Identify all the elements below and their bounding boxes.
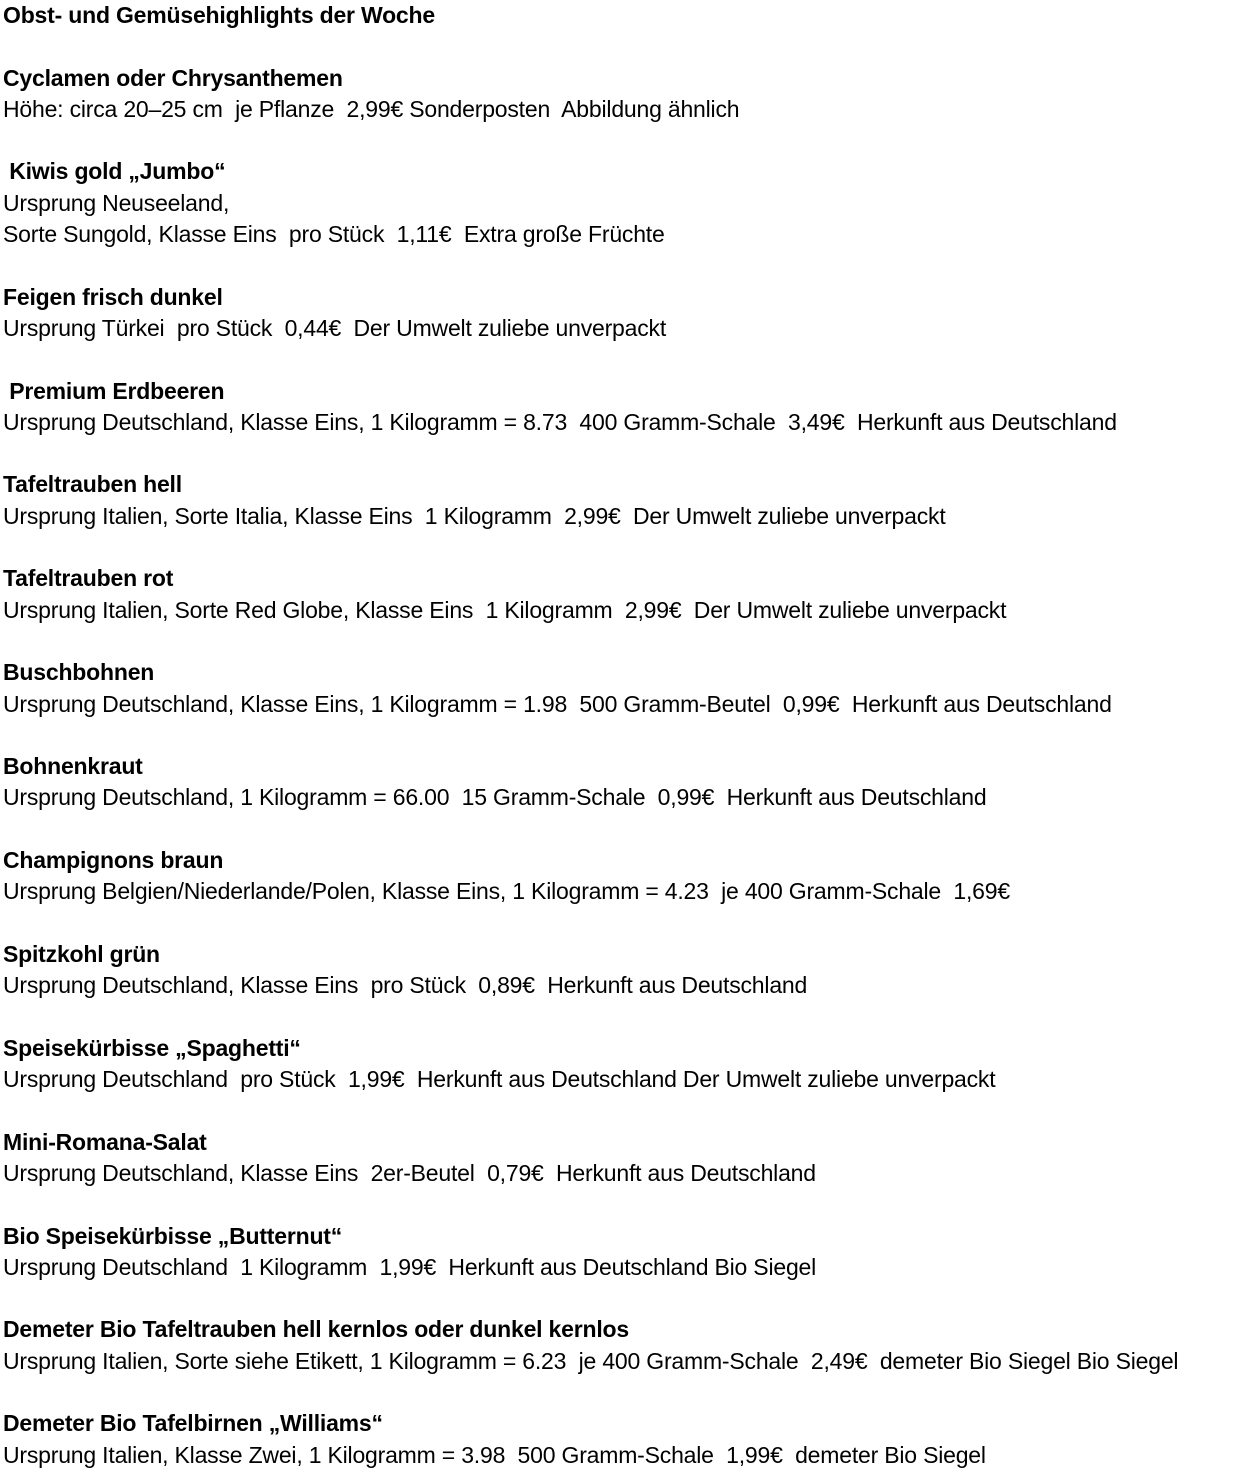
product-item (3, 1408, 1248, 1471)
spacer (3, 250, 1248, 281)
product-details: Sorte Sungold, Klasse Eins pro Stück 1,11€ Extra große Früchte (3, 221, 665, 248)
product-item (3, 657, 1248, 751)
spacer (3, 344, 1248, 375)
product-title: Spitzkohl grün (3, 940, 160, 967)
product-item (3, 156, 1248, 281)
product-title: Champignons braun (3, 847, 224, 874)
product-details: Ursprung Italien, Sorte Red Globe, Klasse Eins 1 Kilogramm 2,99€ Der Umwelt zuliebe unverpackt (3, 596, 1007, 623)
spacer (3, 1095, 1248, 1126)
product-item (3, 1127, 1248, 1221)
product-item (3, 751, 1248, 845)
spacer (3, 720, 1248, 751)
spacer (3, 532, 1248, 563)
product-item (3, 563, 1248, 657)
product-details: Ursprung Italien, Klasse Zwei, 1 Kilogramm = 3.98 500 Gramm-Schale 1,99€ demeter Bio Siegel (3, 1441, 986, 1468)
product-item (3, 939, 1248, 1033)
spacer (3, 1189, 1248, 1220)
product-title: Buschbohnen (3, 659, 155, 686)
spacer (3, 1377, 1248, 1408)
product-item (3, 469, 1248, 563)
product-details: Ursprung Deutschland, Klasse Eins pro Stück 0,89€ Herkunft aus Deutschland (3, 972, 808, 999)
product-details: Ursprung Belgien/Niederlande/Polen, Klasse Eins, 1 Kilogramm = 4.23 je 400 Gramm-Schale 1,69€ (3, 878, 1010, 905)
spacer (3, 626, 1248, 657)
product-title: Tafeltrauben rot (3, 565, 174, 592)
spacer (3, 125, 1248, 156)
product-title: Demeter Bio Tafelbirnen „Williams“ (3, 1410, 383, 1437)
product-title: Feigen frisch dunkel (3, 283, 223, 310)
product-title: Mini-Romana-Salat (3, 1128, 207, 1155)
product-details: Ursprung Türkei pro Stück 0,44€ Der Umwelt zuliebe unverpackt (3, 314, 667, 341)
spacer (3, 31, 1248, 62)
spacer (3, 438, 1248, 469)
spacer (3, 908, 1248, 939)
product-title: Demeter Bio Tafeltrauben hell kernlos oder dunkel kernlos (3, 1316, 629, 1343)
product-details: Höhe: circa 20–25 cm je Pflanze 2,99€ Sonderposten Abbildung ähnlich (3, 95, 740, 122)
product-title: Premium Erdbeeren (3, 377, 225, 404)
product-title: Cyclamen oder Chrysanthemen (3, 64, 343, 91)
product-details: Ursprung Deutschland, Klasse Eins, 1 Kilogramm = 8.73 400 Gramm-Schale 3,49€ Herkunft aus Deutschland (3, 408, 1117, 435)
product-item (3, 1221, 1248, 1315)
spacer (3, 1283, 1248, 1314)
product-item (3, 282, 1248, 376)
product-title: Bohnenkraut (3, 753, 143, 780)
product-details: Ursprung Deutschland, Klasse Eins 2er-Beutel 0,79€ Herkunft aus Deutschland (3, 1159, 816, 1186)
product-details: Ursprung Deutschland, Klasse Eins, 1 Kilogramm = 1.98 500 Gramm-Beutel 0,99€ Herkunft aus Deutschland (3, 690, 1112, 717)
product-title: Bio Speisekürbisse „Butternut“ (3, 1222, 343, 1249)
product-details: Ursprung Deutschland pro Stück 1,99€ Herkunft aus Deutschland Der Umwelt zuliebe unverpackt (3, 1066, 996, 1093)
product-title: Speisekürbisse „Spaghetti“ (3, 1034, 301, 1061)
product-title: Kiwis gold „Jumbo“ (3, 158, 226, 185)
product-item (3, 376, 1248, 470)
product-item (3, 63, 1248, 157)
page-title: Obst- und Gemüsehighlights der Woche (3, 2, 435, 28)
product-details: Ursprung Deutschland, 1 Kilogramm = 66.00 15 Gramm-Schale 0,99€ Herkunft aus Deutschland (3, 784, 987, 811)
product-item (3, 1033, 1248, 1127)
spacer (3, 814, 1248, 845)
product-list (3, 63, 1248, 1471)
product-item (3, 1314, 1248, 1408)
product-details: Ursprung Deutschland 1 Kilogramm 1,99€ Herkunft aus Deutschland Bio Siegel (3, 1253, 817, 1280)
document-body (3, 0, 1248, 1471)
spacer (3, 1002, 1248, 1033)
product-details: Ursprung Italien, Sorte Italia, Klasse Eins 1 Kilogramm 2,99€ Der Umwelt zuliebe unverpackt (3, 502, 946, 529)
product-details: Ursprung Italien, Sorte siehe Etikett, 1 Kilogramm = 6.23 je 400 Gramm-Schale 2,49€ demeter Bio Siegel Bio Siegel (3, 1347, 1179, 1374)
product-item (3, 845, 1248, 939)
product-title: Tafeltrauben hell (3, 471, 182, 498)
product-details: Ursprung Neuseeland, (3, 189, 230, 216)
